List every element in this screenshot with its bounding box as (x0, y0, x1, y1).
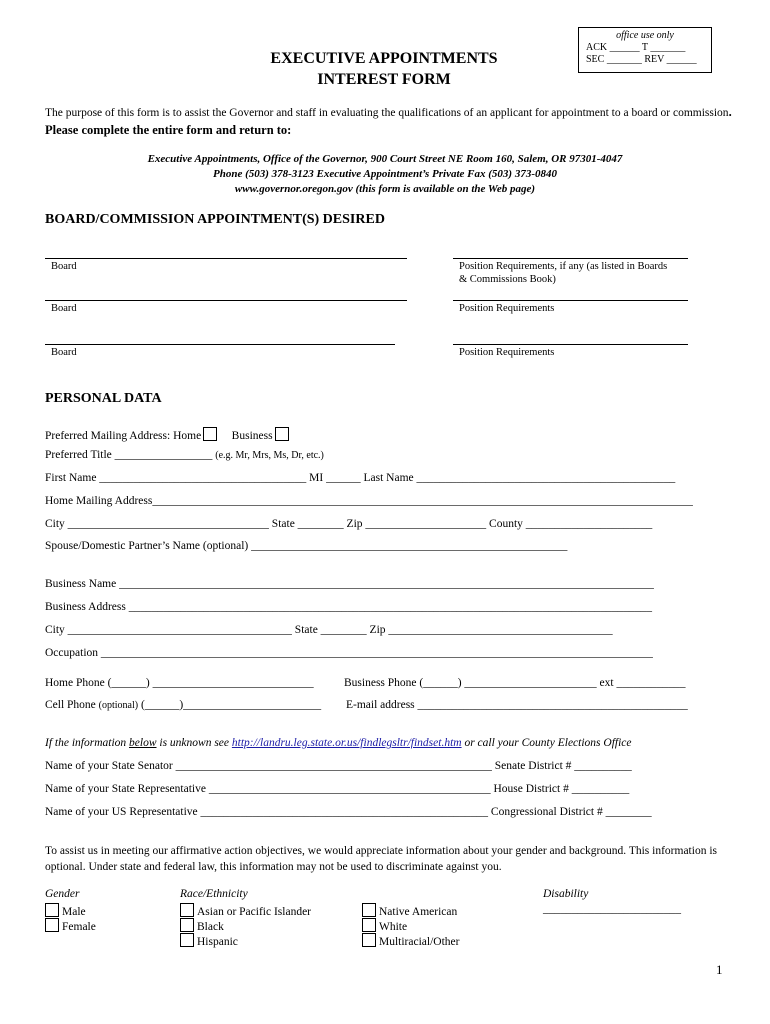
office-use-box (578, 27, 712, 73)
elections-note-below: below (129, 737, 157, 749)
male-option[interactable] (43, 903, 86, 918)
black-label: Black (197, 921, 224, 933)
board-input-2[interactable] (45, 300, 407, 301)
male-checkbox[interactable] (45, 903, 59, 917)
female-checkbox[interactable] (45, 918, 59, 932)
form-title-line1: EXECUTIVE APPOINTMENTS (270, 50, 498, 67)
office-use-ack: ACK ______ T _______ (586, 42, 686, 53)
occupation-field[interactable]: Occupation ________________________________________________________________________________________________ (45, 647, 653, 659)
native-american-checkbox[interactable] (362, 903, 376, 917)
position-req-label-3: Position Requirements (459, 347, 555, 358)
business-phone-field[interactable]: Business Phone (______) _______________________ ext ____________ (344, 677, 686, 689)
native-american-option[interactable] (360, 903, 457, 918)
mailing-home-label: Preferred Mailing Address: Home (45, 430, 202, 442)
legislator-lookup-link[interactable]: http://landru.leg.state.or.us/findlegsltr/findset.htm (231, 737, 462, 749)
elections-note (45, 737, 632, 749)
home-address-field[interactable]: Home Mailing Address______________________________________________________________________________________________ (45, 495, 693, 507)
hispanic-option[interactable] (178, 933, 238, 948)
asian-checkbox[interactable] (180, 903, 194, 917)
business-address-field[interactable]: Business Address ___________________________________________________________________________________________ (45, 601, 652, 613)
position-req-input-2[interactable] (453, 300, 688, 301)
elections-note-pre: If the information (45, 737, 130, 749)
black-checkbox[interactable] (180, 918, 194, 932)
position-req-label-2: Position Requirements (459, 303, 555, 314)
position-req-input-3[interactable] (453, 344, 688, 345)
purpose-text: The purpose of this form is to assist the Governor and staff in evaluating the qualifications of an applicant for appointment to a board or commission (45, 107, 729, 119)
female-option[interactable] (43, 918, 96, 933)
home-checkbox[interactable] (203, 427, 217, 441)
cell-phone-row[interactable] (45, 699, 321, 711)
female-label: Female (62, 921, 96, 933)
business-city-row[interactable]: City _______________________________________ State ________ Zip _______________________________________ (45, 624, 613, 636)
disability-field[interactable]: ________________________ (543, 903, 681, 915)
white-label: White (379, 921, 408, 933)
board-section-heading: BOARD/COMMISSION APPOINTMENT(S) DESIRED (45, 212, 385, 227)
preferred-title-hint: (e.g. Mr, Mrs, Ms, Dr, etc.) (215, 450, 324, 461)
cell-phone-optional: (optional) (98, 700, 139, 711)
white-option[interactable] (360, 918, 407, 933)
address-line2: Phone (503) 378-3123 Executive Appointment’s Private Fax (503) 373-0840 (212, 168, 558, 180)
address-line1: Executive Appointments, Office of the Governor, 900 Court Street NE Room 160, Salem, OR 97301-4047 (147, 153, 623, 165)
home-phone-field[interactable]: Home Phone (______) ____________________________ (45, 677, 314, 689)
affirmative-action-text: To assist us in meeting our affirmative action objectives, we would appreciate information about your gender and background. This information is optional. Under state and federal law, this information may not be used to discriminate against you. (45, 845, 717, 873)
asian-label: Asian or Pacific Islander (197, 906, 312, 918)
mailing-business-label: Business (231, 430, 273, 442)
disability-heading: Disability (543, 888, 589, 900)
personal-data-heading: PERSONAL DATA (45, 391, 162, 406)
hispanic-label: Hispanic (197, 936, 238, 948)
asian-option[interactable] (178, 903, 311, 918)
preferred-title-field[interactable]: Preferred Title _________________ (45, 449, 213, 461)
elections-note-mid: is unknown see (156, 737, 232, 749)
form-title-line2: INTEREST FORM (317, 71, 451, 88)
purpose-instruction: . Please complete the entire form and return to: (45, 105, 732, 137)
name-field-row[interactable]: First Name ____________________________________ MI ______ Last Name _____________________________________________ (45, 472, 676, 484)
gender-heading: Gender (45, 888, 80, 900)
us-representative-row[interactable]: Name of your US Representative __________________________________________________ Congressional District # ________ (45, 806, 652, 818)
board-label-3: Board (51, 347, 77, 358)
board-label-2: Board (51, 303, 77, 314)
multiracial-checkbox[interactable] (362, 933, 376, 947)
office-use-sec: SEC _______ REV ______ (586, 54, 697, 65)
state-senator-row[interactable]: Name of your State Senator _______________________________________________________ Senate District # __________ (45, 760, 632, 772)
hispanic-checkbox[interactable] (180, 933, 194, 947)
board-input-1[interactable] (45, 258, 407, 259)
white-checkbox[interactable] (362, 918, 376, 932)
mailing-preference-row (45, 427, 292, 442)
multiracial-label: Multiracial/Other (379, 936, 460, 948)
page-number: 1 (716, 962, 723, 977)
position-req-label-1: Position Requirements, if any (as listed in Boards (459, 261, 668, 272)
cell-phone-label: Cell Phone (45, 699, 96, 711)
business-name-field[interactable]: Business Name _____________________________________________________________________________________________ (45, 578, 654, 590)
board-label-1: Board (51, 261, 77, 272)
email-field[interactable]: E-mail address _______________________________________________ (346, 699, 688, 711)
cell-phone-field[interactable]: (______)________________________ (140, 699, 322, 711)
spouse-name-field[interactable]: Spouse/Domestic Partner’s Name (optional) _______________________________________________________ (45, 540, 568, 552)
preferred-title-row (45, 449, 324, 461)
business-checkbox[interactable] (275, 427, 289, 441)
position-req-label-1b: & Commissions Book) (459, 274, 556, 285)
native-american-label: Native American (379, 906, 458, 918)
address-line3: www.governor.oregon.gov (this form is available on the Web page) (234, 183, 536, 195)
multiracial-option[interactable] (360, 933, 459, 948)
position-req-input-1[interactable] (453, 258, 688, 259)
race-heading: Race/Ethnicity (180, 888, 248, 900)
black-option[interactable] (178, 918, 224, 933)
office-use-caption: office use only (616, 30, 674, 41)
state-representative-row[interactable]: Name of your State Representative _________________________________________________ House District # __________ (45, 783, 630, 795)
purpose-paragraph (45, 104, 735, 140)
male-label: Male (62, 906, 86, 918)
elections-note-post: or call your County Elections Office (461, 737, 632, 749)
board-input-3[interactable] (45, 344, 395, 345)
home-city-row[interactable]: City ___________________________________ State ________ Zip _____________________ County ______________________ (45, 518, 653, 530)
